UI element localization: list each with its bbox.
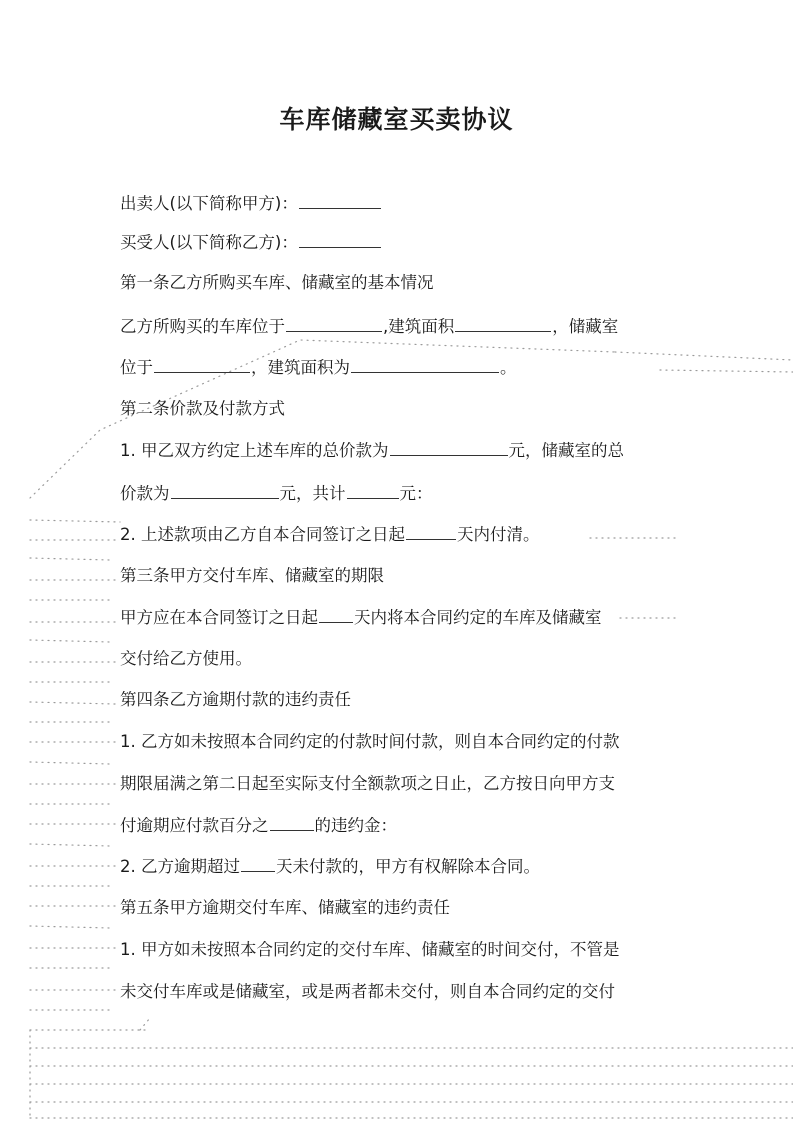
payment-term-end: 天内付清。 — [457, 525, 540, 544]
total-label: 元，共计 — [279, 484, 346, 503]
total-unit: 元： — [399, 484, 433, 503]
payment-term-label: 2. 上述款项由乙方自本合同签订之日起 — [120, 525, 405, 544]
price-label: 价款为 — [120, 484, 170, 503]
garage-location-label: 乙方所购买的车库位于 — [120, 317, 285, 336]
article1-line1 — [120, 317, 618, 337]
payment-days-blank[interactable] — [406, 525, 456, 540]
seller-line — [120, 194, 382, 214]
overdue-days-blank[interactable] — [241, 857, 275, 872]
penalty-rate-end: 的违约金： — [314, 816, 397, 835]
article5-item1-line2: 未交付车库或是储藏室，或是两者都未交付，则自本合同约定的交付 — [120, 982, 615, 1001]
storage-location-blank[interactable] — [154, 358, 250, 373]
penalty-rate-label: 付逾期应付款百分之 — [120, 816, 269, 835]
article4-item1-line2: 期限届满之第二日起至实际支付全额款项之日止，乙方按日向甲方支 — [120, 774, 615, 793]
storage-label: ，储藏室 — [552, 317, 619, 336]
total-price-blank[interactable] — [347, 484, 399, 499]
article4-heading: 第四条乙方逾期付款的违约责任 — [120, 690, 351, 709]
article4-item1-line1: 1. 乙方如未按照本合同约定的付款时间付款，则自本合同约定的付款 — [120, 732, 620, 751]
document-title: 车库储藏室买卖协议 — [279, 105, 514, 134]
overdue-days-label: 2. 乙方逾期超过 — [120, 857, 240, 876]
garage-area-label: ,建筑面积 — [383, 317, 455, 336]
storage-price-blank[interactable] — [171, 484, 279, 499]
overdue-days-end: 天未付款的，甲方有权解除本合同。 — [276, 857, 540, 876]
article3-heading: 第三条甲方交付车库、储藏室的期限 — [120, 566, 384, 585]
buyer-line — [120, 233, 382, 253]
article2-heading: 第二条价款及付款方式 — [120, 399, 285, 418]
delivery-term-text: 天内将本合同约定的车库及储藏室 — [354, 608, 602, 627]
article2-item2 — [120, 525, 540, 545]
article3-line1 — [120, 608, 602, 628]
delivery-days-blank[interactable] — [319, 608, 353, 623]
article5-heading: 第五条甲方逾期交付车库、储藏室的违约责任 — [120, 898, 450, 917]
seller-name-blank[interactable] — [299, 194, 381, 209]
article4-item1-line3 — [120, 816, 397, 836]
storage-location-label: 位于 — [120, 358, 153, 377]
delivery-term-label: 甲方应在本合同签订之日起 — [120, 608, 318, 627]
article1-line2 — [120, 358, 517, 378]
storage-area-blank[interactable] — [351, 358, 499, 373]
seller-label: 出卖人(以下简称甲方)： — [120, 194, 298, 213]
buyer-name-blank[interactable] — [299, 233, 381, 248]
garage-price-label: 1. 甲乙双方约定上述车库的总价款为 — [120, 441, 389, 460]
storage-price-label: 元，储藏室的总 — [508, 441, 624, 460]
article5-item1-line1: 1. 甲方如未按照本合同约定的交付车库、储藏室的时间交付，不管是 — [120, 940, 620, 959]
article2-item1-line2 — [120, 484, 433, 504]
article1-heading: 第一条乙方所购买车库、储藏室的基本情况 — [120, 273, 434, 292]
garage-location-blank[interactable] — [286, 317, 382, 332]
article4-item2 — [120, 857, 540, 877]
article3-line2: 交付给乙方使用。 — [120, 649, 252, 668]
penalty-rate-blank[interactable] — [270, 816, 314, 831]
buyer-label: 买受人(以下简称乙方)： — [120, 233, 298, 252]
article1-end: 。 — [500, 358, 517, 377]
article2-item1-line1 — [120, 441, 624, 461]
garage-area-blank[interactable] — [455, 317, 551, 332]
garage-price-blank[interactable] — [390, 441, 508, 456]
storage-area-label: ，建筑面积为 — [251, 358, 350, 377]
